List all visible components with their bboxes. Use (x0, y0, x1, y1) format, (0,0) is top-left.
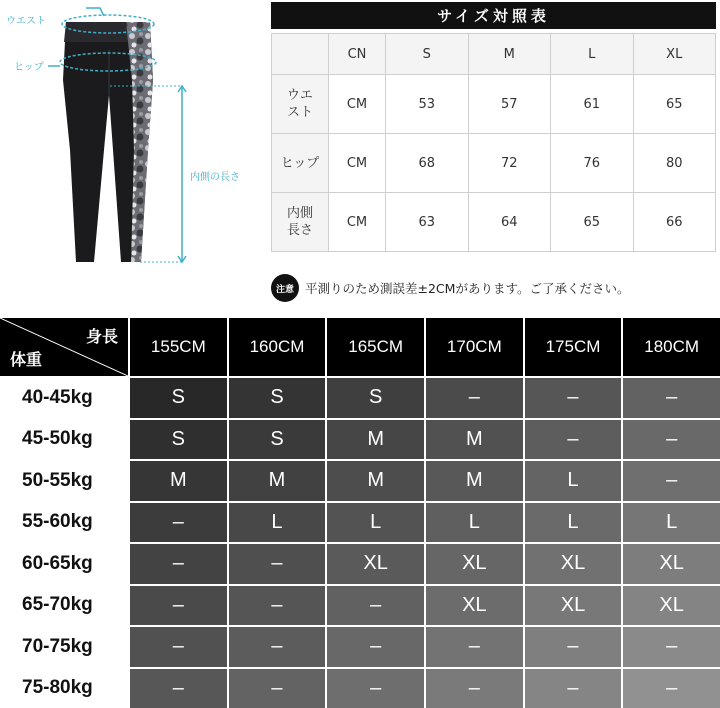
size-cell: L (426, 503, 523, 543)
size-cell: M (426, 461, 523, 501)
unit-cell: CM (329, 193, 386, 252)
size-table-row-inseam (272, 193, 716, 252)
size-cell: XL (426, 544, 523, 584)
size-cell: – (327, 627, 424, 667)
size-cell: – (130, 544, 227, 584)
size-cell: – (130, 669, 227, 708)
size-cell: XL (623, 544, 720, 584)
size-table-row-waist (272, 75, 716, 134)
height-header: 170CM (426, 318, 523, 376)
value-cell: 72 (468, 134, 551, 193)
size-table-header-row (272, 34, 716, 75)
value-cell: 65 (551, 193, 634, 252)
size-table-title: サイズ対照表 (271, 2, 716, 29)
unit-cell: CM (329, 134, 386, 193)
size-cell: – (623, 669, 720, 708)
product-illustration (0, 0, 265, 275)
size-cell: S (130, 420, 227, 460)
corner-height-label: 身長 (86, 324, 118, 347)
size-cell: – (525, 669, 622, 708)
value-cell: 65 (633, 75, 716, 134)
size-cell: M (426, 420, 523, 460)
weight-label: 55-60kg (0, 503, 128, 543)
value-cell: 63 (386, 193, 469, 252)
height-header: 175CM (525, 318, 622, 376)
size-cell: – (130, 586, 227, 626)
weight-label: 75-80kg (0, 669, 128, 708)
caution-badge: 注意 (271, 274, 299, 302)
size-cell: – (623, 627, 720, 667)
size-cell: XL (525, 586, 622, 626)
size-table-corner (272, 34, 329, 75)
size-cell: – (229, 669, 326, 708)
unit-cell: CM (329, 75, 386, 134)
value-cell: 57 (468, 75, 551, 134)
value-cell: 66 (633, 193, 716, 252)
row-label-hip: ヒップ (272, 134, 329, 193)
size-cell: S (229, 378, 326, 418)
size-cell: XL (525, 544, 622, 584)
size-cell: XL (327, 544, 424, 584)
size-cell: L (525, 503, 622, 543)
height-header: 180CM (623, 318, 720, 376)
size-cell: – (525, 420, 622, 460)
size-cell: M (327, 420, 424, 460)
size-cell: – (525, 627, 622, 667)
size-cell: XL (623, 586, 720, 626)
weight-label: 50-55kg (0, 461, 128, 501)
size-cell: S (229, 420, 326, 460)
size-cell: – (426, 669, 523, 708)
size-cell: – (327, 669, 424, 708)
row-label-inseam: 内側 長さ (272, 193, 329, 252)
size-cell: – (426, 378, 523, 418)
size-table-row-hip (272, 134, 716, 193)
weight-label: 45-50kg (0, 420, 128, 460)
height-header: 160CM (229, 318, 326, 376)
size-cell: – (130, 627, 227, 667)
height-weight-size-chart (0, 318, 720, 693)
size-cell: L (525, 461, 622, 501)
note-text: 平測りのため測誤差±2CMがあります。ご了承ください。 (305, 279, 629, 297)
leggings-image (0, 0, 265, 275)
size-cell: S (327, 378, 424, 418)
size-cell: – (327, 586, 424, 626)
value-cell: 64 (468, 193, 551, 252)
value-cell: 61 (551, 75, 634, 134)
size-cell: – (525, 378, 622, 418)
size-table-col-header: M (468, 34, 551, 75)
size-cell: XL (426, 586, 523, 626)
size-table-col-header: S (386, 34, 469, 75)
value-cell: 80 (633, 134, 716, 193)
waist-callout: ウエスト (6, 12, 46, 27)
size-cell: – (130, 503, 227, 543)
hip-callout: ヒップ (14, 58, 44, 73)
size-table-col-header: XL (633, 34, 716, 75)
chart-corner-cell (0, 318, 128, 376)
size-cell: – (623, 461, 720, 501)
weight-label: 40-45kg (0, 378, 128, 418)
size-cell: M (229, 461, 326, 501)
size-table-col-header: L (551, 34, 634, 75)
size-table-col-header: CN (329, 34, 386, 75)
value-cell: 53 (386, 75, 469, 134)
value-cell: 68 (386, 134, 469, 193)
size-cell: – (229, 627, 326, 667)
size-table (271, 33, 716, 252)
size-cell: S (130, 378, 227, 418)
size-cell: M (130, 461, 227, 501)
height-header: 165CM (327, 318, 424, 376)
inseam-callout: 内側の長さ (190, 168, 240, 183)
corner-weight-label: 体重 (10, 347, 42, 370)
size-cell: L (623, 503, 720, 543)
size-cell: L (327, 503, 424, 543)
size-cell: – (623, 420, 720, 460)
size-cell: – (426, 627, 523, 667)
size-cell: M (327, 461, 424, 501)
size-cell: – (229, 544, 326, 584)
weight-label: 70-75kg (0, 627, 128, 667)
size-cell: – (623, 378, 720, 418)
row-label-waist: ウエ スト (272, 75, 329, 134)
value-cell: 76 (551, 134, 634, 193)
measurement-note (271, 274, 629, 302)
height-header: 155CM (130, 318, 227, 376)
weight-label: 60-65kg (0, 544, 128, 584)
weight-label: 65-70kg (0, 586, 128, 626)
size-cell: L (229, 503, 326, 543)
size-cell: – (229, 586, 326, 626)
